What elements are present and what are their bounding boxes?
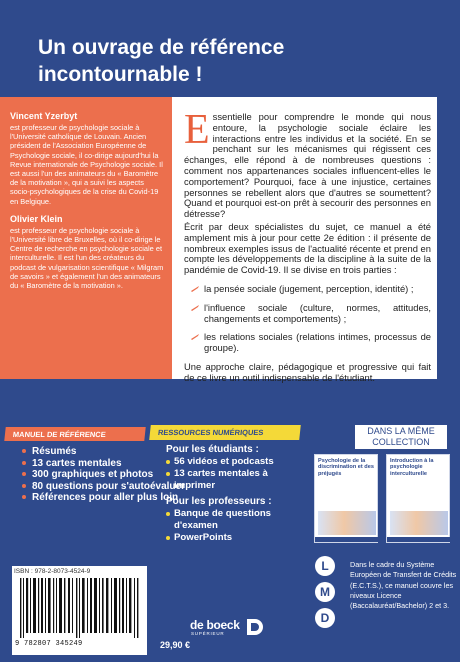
parts-list [190, 284, 431, 354]
collection-book-1[interactable] [314, 454, 378, 543]
barcode-icon [18, 578, 140, 638]
publisher-mark-icon [244, 617, 264, 637]
lmd-text: Dans le cadre du Système Européen de Transfert de Crédits (E.C.T.S.), ce manuel couvre les niveaux Licence (Baccalauréat/Bachelor) 2 et 3. [350, 560, 457, 611]
price: 29,90 € [160, 640, 191, 650]
list-item: 13 cartes mentales à imprimer [166, 468, 296, 492]
lmd-badge-l: L [315, 556, 335, 576]
barcode-number: 9 782807 345249 [15, 640, 83, 648]
description-para1: ssentielle pour comprendre le monde qui nous entoure, la psychologie sociale éclaire les interactions entre les individus et la société. En se penchant sur les mécanismes qui régissent ces échanges, elle répond à de nombreuses questions : comment nos appartenances sociales influencent-elles le comportement? Pourquoi, face à une injustice, certaines personnes se rebellent alors que d'autres se soumettent? Quand et pourquoi est-on prêt à secourir des personnes en détresse? [184, 111, 431, 220]
list-item: les relations sociales (relations intimes, processus de groupe). [190, 332, 431, 354]
list-item: l'influence sociale (culture, normes, attitudes, changements et comportements) ; [190, 303, 431, 325]
isbn: ISBN : 978-2-8073-4524-9 [14, 568, 91, 575]
students-heading: Pour les étudiants : [166, 444, 259, 455]
list-item: Références pour aller plus loin [22, 492, 185, 504]
lmd-badge-d: D [315, 608, 335, 628]
book-bar [315, 537, 379, 542]
author1-name: Vincent Yzerbyt [10, 111, 78, 121]
description-para2: Écrit par deux spécialistes du sujet, ce manuel a été amplement mis à jour pour cette 2e édition : il présente de nombreux exemples issus de l'actualité récente et prend en compte les développements de la discipline à la suite de la pandémie de Covid-19. Il se divise en trois parties : [184, 220, 431, 276]
list-item: Banque de questions d'examen [166, 508, 296, 532]
author1-text: est professeur de psychologie sociale à l'Université catholique de Louvain. Ancien président de l'Association Européenne de Psychologie sociale, il co-dirige aujourd'hui la Revue internationale de Psychologie sociale. Il est aussi l'un des animateurs du « Baromètre de la motivation », qui a suivi les aspects socio-psychologiques de la crise du Covid-19 en Belgique. [10, 123, 163, 206]
collection-label: DANS LA MÊME COLLECTION [355, 425, 447, 449]
list-item: 300 graphiques et photos [22, 469, 185, 481]
list-item: 56 vidéos et podcasts [166, 456, 296, 468]
author2-text: est professeur de psychologie sociale à l'Université libre de Bruxelles, où il co-dirige le Centre de recherche en psychologie sociale et interculturelle. Il est l'un des créateurs du podcast de vulgarisation scientifique « Milgram de savoirs » et également l'un des animateurs du « Baromètre de la motivation ». [10, 225, 164, 291]
book-cover-image [318, 511, 376, 535]
lmd-badges [315, 556, 335, 634]
resources-list [166, 440, 296, 544]
stroke-bullet-icon [190, 304, 200, 312]
lmd-badge-m: M [315, 582, 335, 602]
stroke-bullet-icon [190, 333, 200, 341]
description-para3: Une approche claire, pédagogique et progressive qui fait de ce livre un outil indispensable de l'étudiant. [184, 360, 431, 383]
list-item: 13 cartes mentales [22, 458, 185, 470]
manuel-tag: MANUEL DE RÉFÉRENCE [4, 427, 145, 441]
list-item: 80 questions pour s'autoévaluer [22, 481, 185, 493]
publisher-logo [190, 616, 264, 642]
collection-book-2[interactable] [386, 454, 450, 543]
list-item: Résumés [22, 446, 185, 458]
book-bar [387, 537, 451, 542]
manuel-list [22, 446, 185, 504]
resources-tag: RESSOURCES NUMÉRIQUES [149, 425, 301, 440]
publisher-sub: SUPÉRIEUR [191, 631, 225, 636]
authors-bio [0, 97, 172, 379]
book-cover-image [390, 511, 448, 535]
list-item: PowerPoints [166, 532, 296, 544]
isbn-box [12, 566, 147, 655]
dropcap: E [184, 107, 210, 153]
book-title: Introduction à la psychologie interculturelle [390, 458, 434, 477]
author2-name: Olivier Klein [10, 213, 63, 224]
profs-heading: Pour les professeurs : [166, 496, 272, 507]
headline: Un ouvrage de référence incontournable ! [38, 36, 285, 86]
book-title: Psychologie de la discrimination et des préjugés [318, 458, 374, 477]
publisher-name: de boeck [190, 618, 240, 632]
list-item: la pensée sociale (jugement, perception, identité) ; [190, 284, 431, 295]
description [184, 107, 431, 386]
stroke-bullet-icon [190, 285, 200, 293]
